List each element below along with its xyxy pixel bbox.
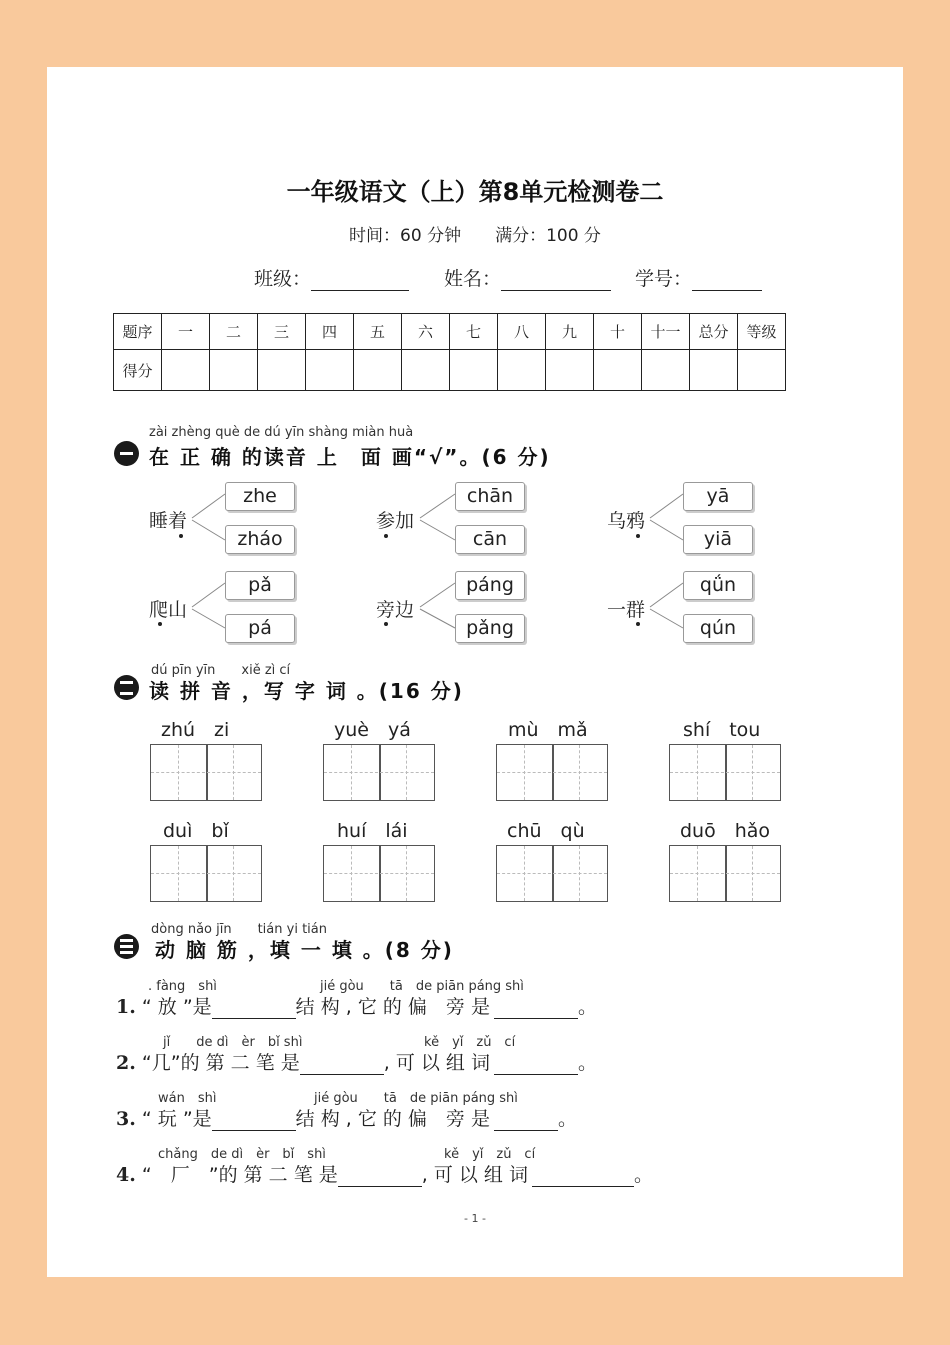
score-header-cell: 题序: [114, 314, 162, 350]
answer-blank[interactable]: [212, 1130, 296, 1131]
answer-blank[interactable]: [532, 1186, 634, 1187]
pinyin-option-button[interactable]: yiā: [683, 525, 753, 554]
question-pinyin: kě yǐ zǔ cí: [424, 1035, 516, 1050]
question-text: , 可 以 组 词: [421, 1164, 528, 1186]
question-pinyin: jǐ de dì èr bǐ shì: [163, 1035, 303, 1050]
writing-grid[interactable]: [150, 845, 262, 902]
target-word-1: 睡着: [149, 510, 188, 532]
answer-blank[interactable]: [494, 1018, 578, 1019]
question-number: 3.: [116, 1108, 136, 1130]
answer-blank[interactable]: [494, 1074, 578, 1075]
score-header-cell: 三: [258, 314, 306, 350]
connector-line: [420, 609, 455, 628]
target-word-4: 爬山: [149, 599, 188, 621]
writing-grid[interactable]: [669, 744, 781, 801]
question-text: “ 玩 ”是: [141, 1108, 212, 1130]
connector-line: [192, 609, 225, 628]
question-4: [116, 1160, 653, 1187]
connector-line: [192, 494, 225, 518]
pinyin-option-button[interactable]: pǎ: [225, 571, 295, 600]
section2-pinyin: dú pīn yīn xiě zì cí: [151, 663, 291, 678]
pinyin-option-button[interactable]: zháo: [225, 525, 295, 554]
question-1: [116, 992, 597, 1019]
question-text: 结 构 , 它 的 偏 旁 是: [295, 1108, 490, 1130]
emphasis-dot: [384, 534, 388, 538]
question-text: 结 构 , 它 的 偏 旁 是: [295, 996, 490, 1018]
question-3: [116, 1104, 577, 1131]
answer-blank[interactable]: [300, 1074, 384, 1075]
target-word-5: 旁边: [376, 599, 415, 621]
writing-grid[interactable]: [669, 845, 781, 902]
score-header-cell: 十: [594, 314, 642, 350]
writing-pinyin: mù mǎ: [508, 719, 588, 741]
emphasis-dot: [158, 622, 162, 626]
section3-pinyin: dòng nǎo jīn tián yi tián: [151, 922, 327, 937]
question-end: 。: [577, 1052, 597, 1074]
section1-pinyin: zài zhèng què de dú yīn shàng miàn huà: [149, 425, 414, 440]
question-pinyin: jié gòu tā de piān páng shì: [320, 979, 524, 994]
section3-heading: 动 脑 筋 ，填 一 填 。(8 分): [155, 938, 454, 962]
writing-grid[interactable]: [150, 744, 262, 801]
question-text: “几”的 第 二 笔 是: [141, 1052, 300, 1074]
writing-pinyin: zhú zi: [161, 719, 230, 741]
connector-line: [650, 609, 683, 628]
connector-line: [650, 494, 683, 518]
emphasis-dot: [179, 534, 183, 538]
question-pinyin: . fàng shì: [148, 979, 217, 994]
section-number-three-icon: [114, 934, 139, 959]
section2-heading: 读 拼 音 ，写 字 词 。(16 分): [149, 679, 464, 703]
question-2: [116, 1048, 597, 1075]
question-pinyin: wán shì: [158, 1091, 217, 1106]
connector-line: [650, 520, 683, 540]
score-header-cell: 总分: [690, 314, 738, 350]
writing-pinyin: duì bǐ: [163, 820, 229, 842]
connector-line: [420, 494, 455, 518]
page-title: 一年级语文（上）第8单元检测卷二: [286, 178, 664, 206]
writing-grid[interactable]: [323, 744, 435, 801]
class-label: 班级：: [254, 268, 312, 290]
section1-heading: 在 正 确 的读音 上 面 画“√”。(6 分): [149, 445, 551, 469]
score-header-cell: 二: [210, 314, 258, 350]
pinyin-option-button[interactable]: pá: [225, 614, 295, 643]
section-number-two-icon: [114, 675, 139, 700]
connector-line: [650, 583, 683, 607]
emphasis-dot: [636, 622, 640, 626]
writing-pinyin: huí lái: [337, 820, 408, 842]
writing-pinyin: yuè yá: [334, 719, 411, 741]
student-id-label: 学号：: [635, 268, 693, 290]
writing-grid[interactable]: [496, 845, 608, 902]
score-header-cell: 九: [546, 314, 594, 350]
question-number: 2.: [116, 1052, 136, 1074]
score-header-cell: 四: [306, 314, 354, 350]
writing-pinyin: duō hǎo: [680, 820, 771, 842]
emphasis-dot: [384, 622, 388, 626]
question-pinyin: chǎng de dì èr bǐ shì: [158, 1147, 326, 1162]
connector-line: [192, 583, 225, 607]
answer-blank[interactable]: [212, 1018, 296, 1019]
page-number: - 1 -: [464, 1212, 486, 1225]
pinyin-option-button[interactable]: zhe: [225, 482, 295, 511]
pinyin-option-button[interactable]: chān: [455, 482, 525, 511]
writing-grid[interactable]: [496, 744, 608, 801]
score-header-cell: 等级: [738, 314, 786, 350]
score-row-label: 得分: [114, 350, 162, 391]
pinyin-option-button[interactable]: qǘn: [683, 571, 753, 600]
score-header-cell: 五: [354, 314, 402, 350]
question-text: , 可 以 组 词: [383, 1052, 490, 1074]
score-header-cell: 一: [162, 314, 210, 350]
connector-line: [420, 520, 455, 540]
target-word-3: 乌鸦: [607, 510, 646, 532]
pinyin-option-button[interactable]: pǎng: [455, 614, 525, 643]
score-header-cell: 八: [498, 314, 546, 350]
question-text: “ 放 ”是: [141, 996, 212, 1018]
question-text: “ 厂 ”的 第 二 笔 是: [141, 1164, 338, 1186]
score-header-cell: 六: [402, 314, 450, 350]
score-header-cell: 十一: [642, 314, 690, 350]
question-end: 。: [633, 1164, 653, 1186]
pinyin-option-button[interactable]: páng: [455, 571, 525, 600]
pinyin-option-button[interactable]: cān: [455, 525, 525, 554]
question-end: 。: [557, 1108, 577, 1130]
pinyin-option-button[interactable]: yā: [683, 482, 753, 511]
question-pinyin: kě yǐ zǔ cí: [444, 1147, 536, 1162]
answer-blank[interactable]: [494, 1130, 558, 1131]
writing-pinyin: shí tou: [683, 719, 761, 741]
target-word-2: 参加: [376, 510, 415, 532]
time-score-line: 时间：60 分钟 满分：100 分: [349, 226, 601, 246]
question-pinyin: jié gòu tā de piān páng shì: [314, 1091, 518, 1106]
answer-blank[interactable]: [338, 1186, 422, 1187]
writing-grid[interactable]: [323, 845, 435, 902]
name-label: 姓名：: [444, 268, 502, 290]
pinyin-option-button[interactable]: qún: [683, 614, 753, 643]
target-word-6: 一群: [607, 599, 646, 621]
question-end: 。: [577, 996, 597, 1018]
writing-pinyin: chū qù: [507, 820, 585, 842]
question-number: 1.: [116, 996, 136, 1018]
emphasis-dot: [636, 534, 640, 538]
connector-line: [420, 583, 455, 607]
question-number: 4.: [116, 1164, 136, 1186]
score-header-cell: 七: [450, 314, 498, 350]
connector-line: [192, 520, 225, 540]
